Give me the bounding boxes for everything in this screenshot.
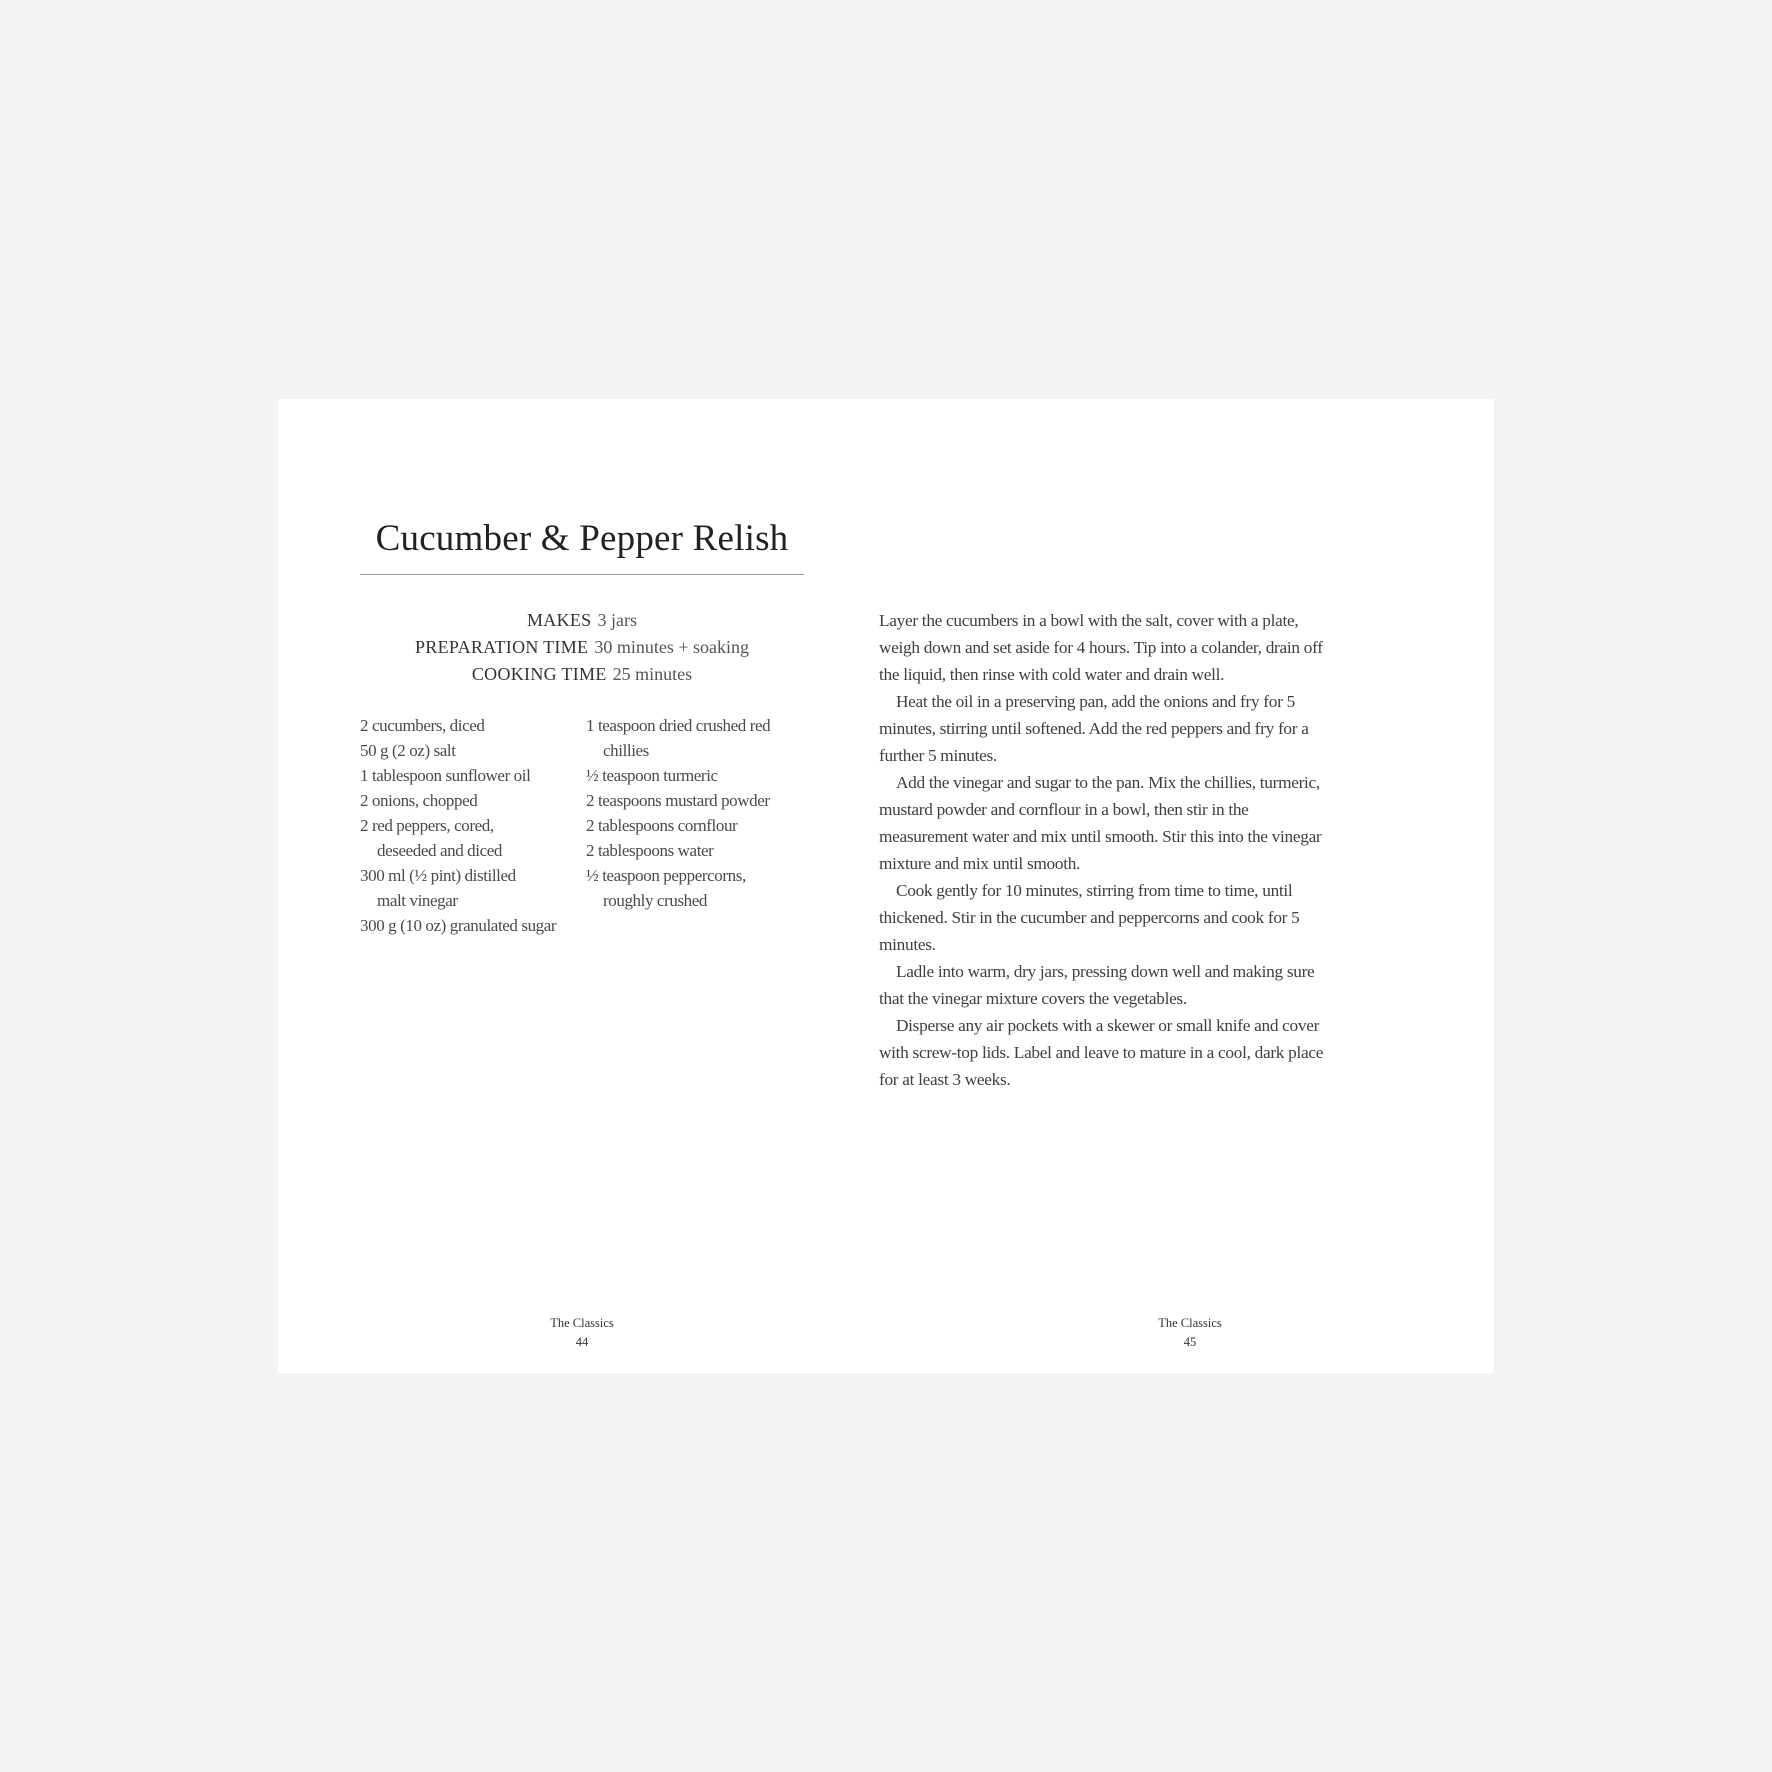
page-footer: [278, 1314, 886, 1352]
meta-label: COOKING TIME: [471, 664, 607, 684]
page-number: 45: [1183, 1335, 1197, 1349]
method-paragraph: Layer the cucumbers in a bowl with the salt, cover with a plate, weigh down and set aside for 4 hours. Tip into a colander, drain off the liquid, then rinse with cold water and drain well.: [879, 611, 1323, 684]
left-page: [278, 399, 886, 1373]
meta-value: 25 minutes: [612, 664, 693, 684]
page-number: 44: [575, 1335, 589, 1349]
ingredient-item: 2 tablespoons water: [586, 841, 714, 860]
meta-label: PREPARATION TIME: [415, 637, 589, 657]
footer-section-name: The Classics: [1158, 1316, 1222, 1330]
ingredient-item: 300 ml (½ pint) distilled malt vinegar: [360, 866, 516, 910]
meta-value: 3 jars: [597, 610, 637, 630]
recipe-meta: [278, 607, 886, 688]
ingredient-item: 2 cucumbers, diced: [360, 716, 485, 735]
title-divider: [360, 574, 804, 575]
ingredient-item: ½ teaspoon turmeric: [586, 766, 718, 785]
meta-label: MAKES: [526, 610, 592, 630]
ingredient-item: 2 teaspoons mustard powder: [586, 791, 770, 810]
ingredients-column-2: [586, 713, 816, 913]
ingredient-item: 1 teaspoon dried crushed red chillies: [586, 716, 771, 760]
meta-cooking-time: [278, 661, 886, 688]
ingredient-item: 2 red peppers, cored, deseeded and diced: [360, 816, 502, 860]
method-paragraph: Add the vinegar and sugar to the pan. Mix the chillies, turmeric, mustard powder and cornflour in a bowl, then stir in the measurement water and mix until smooth. Stir this into the vinegar mixture and mix until smooth.: [879, 773, 1322, 873]
right-page: [879, 399, 1494, 1373]
page-footer: [886, 1314, 1494, 1352]
book-spread: [278, 399, 1494, 1373]
meta-makes: [278, 607, 886, 634]
method-paragraph: Heat the oil in a preserving pan, add the onions and fry for 5 minutes, stirring until softened. Add the red peppers and fry for a further 5 minutes.: [879, 692, 1309, 765]
ingredient-item: 2 onions, chopped: [360, 791, 478, 810]
ingredient-item: 1 tablespoon sunflower oil: [360, 766, 531, 785]
ingredient-item: 2 tablespoons cornflour: [586, 816, 738, 835]
method-paragraph: Cook gently for 10 minutes, stirring from time to time, until thickened. Stir in the cucumber and peppercorns and cook for 5 minutes.: [879, 881, 1300, 954]
ingredients-column-1: [360, 713, 588, 938]
method-paragraph: Ladle into warm, dry jars, pressing down well and making sure that the vinegar mixture covers the vegetables.: [879, 962, 1315, 1008]
method-column: [879, 607, 1331, 1093]
ingredient-item: 300 g (10 oz) granulated sugar: [360, 916, 557, 935]
ingredient-item: ½ teaspoon peppercorns, roughly crushed: [586, 866, 746, 910]
meta-preparation-time: [278, 634, 886, 661]
method-paragraph: Disperse any air pockets with a skewer or small knife and cover with screw-top lids. Label and leave to mature in a cool, dark place for at least 3 weeks.: [879, 1016, 1324, 1089]
meta-value: 30 minutes + soaking: [594, 637, 749, 657]
recipe-title: Cucumber & Pepper Relish: [375, 518, 789, 559]
ingredient-item: 50 g (2 oz) salt: [360, 741, 456, 760]
footer-section-name: The Classics: [550, 1316, 614, 1330]
